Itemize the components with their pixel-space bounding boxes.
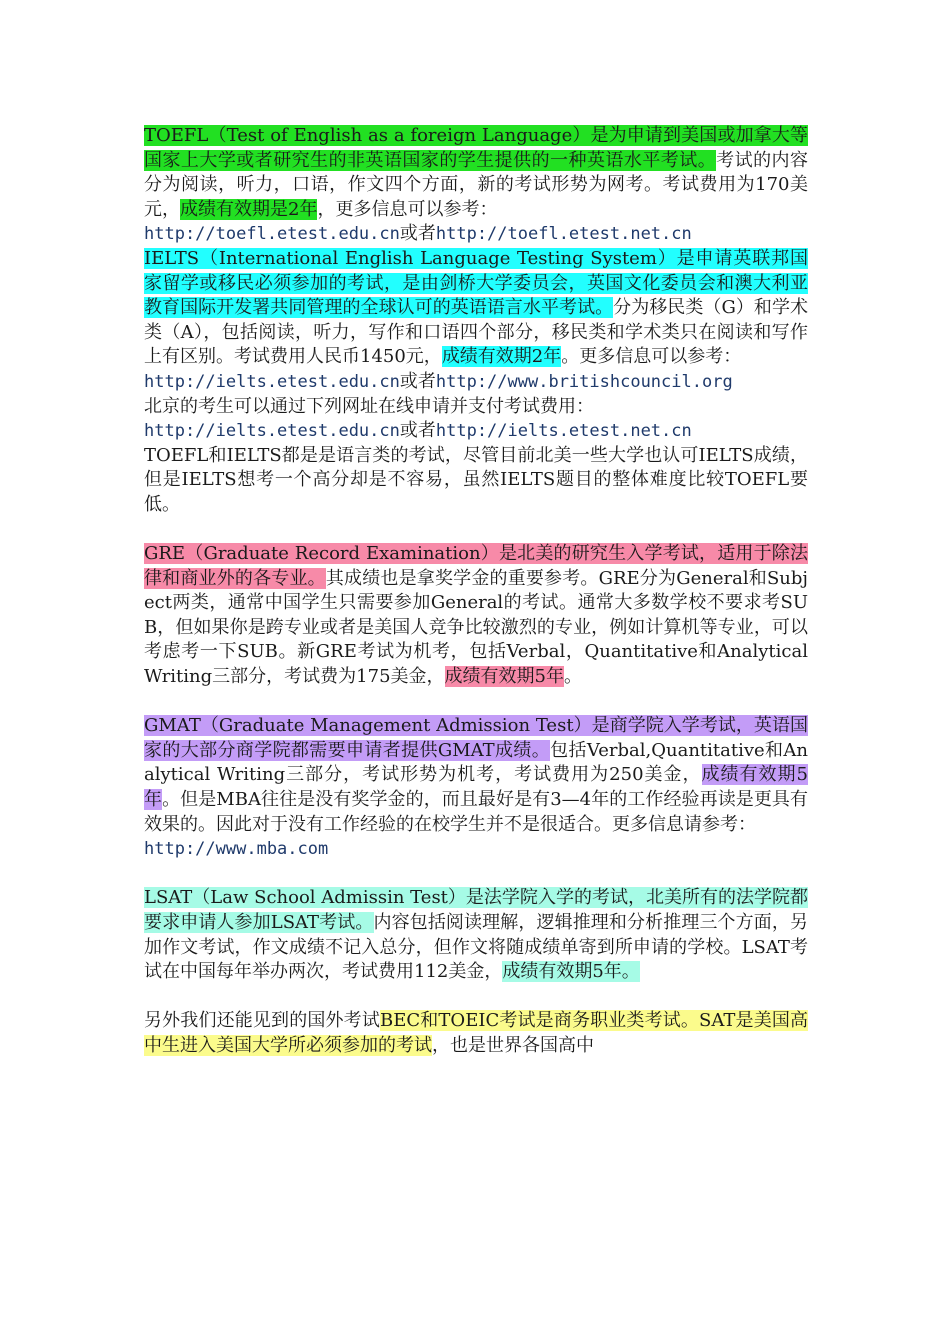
toefl-definition: TOEFL（Test of English as a foreign Language）是为申请到美国或加拿大等国家上大学或者研究生的非英语国家的学生提供的一种英语水平考试。	[144, 125, 808, 171]
lsat-validity: 成绩有效期5年。	[502, 961, 640, 983]
toefl-link-edu[interactable]: http://toefl.etest.edu.cn	[144, 224, 400, 245]
ielts-link-edu[interactable]: http://ielts.etest.edu.cn	[144, 371, 400, 392]
ielts-details: 分为移民类（G）和学术类（A），包括阅读，听力，写作和口语四个部分，移民类和学术类只在阅读和写作上有区别。考试费用人民币1450元，	[144, 297, 808, 368]
bec-toeic-note: BEC和TOEIC考试是商务职业类考试。	[379, 1010, 700, 1032]
lsat-details: 内容包括阅读理解，逻辑推理和分析推理三个方面，另加作文考试，作文成绩不记入总分，但作文将随成绩单寄到所申请的学校。LSAT考试在中国每年举办两次，考试费用112美金，	[144, 912, 808, 983]
toefl-or: 或者	[399, 223, 436, 245]
gmat-more-info: 。但是MBA往往是没有奖学金的，而且最好是有3—4年的工作经验再读是更具有效果的。因此对于没有工作经验的在校学生并不是很适合。更多信息请参考：	[144, 789, 808, 835]
gre-end: 。	[563, 666, 582, 688]
paragraph-gap	[144, 985, 808, 1010]
ielts-or-1: 或者	[399, 370, 436, 392]
gre-paragraph	[144, 542, 808, 690]
ielts-or-2: 或者	[399, 420, 436, 442]
toefl-ielts-comparison: TOEFL和IELTS都是是语言类的考试，尽管目前北美一些大学也认可IELTS成绩，但是IELTS想考一个高分却是不容易，虽然IELTS题目的整体难度比较TOEFL要低。	[144, 444, 808, 515]
other-exams-paragraph	[144, 1009, 808, 1058]
gre-validity: 成绩有效期5年	[444, 666, 564, 688]
ielts-link-britishcouncil[interactable]: http://www.britishcouncil.org	[435, 371, 733, 392]
paragraph-gap	[144, 862, 808, 887]
lsat-paragraph	[144, 886, 808, 984]
gre-details: 其成绩也是拿奖学金的重要参考。GRE分为General和Subject两类，通常中国学生只需要参加General的考试。通常大多数学校不要求考SUB，但如果你是跨专业或者是美国人竞争比较激烈的专业，例如计算机等专业，可以考虑考一下SUB。新GRE考试为机考，包括Verbal，Quantitative和Analytical Writing三部分，考试费为175美金，	[144, 567, 808, 688]
gre-definition: GRE（Graduate Record Examination）是北美的研究生入学考试，适用于除法律和商业外的各专业。	[144, 543, 808, 589]
toefl-details: 考试的内容分为阅读，听力，口语，作文四个方面，新的考试形势为网考。考试费用为170美元，	[144, 149, 809, 220]
ielts-validity: 成绩有效期2年	[441, 346, 562, 368]
other-continuation: ，也是世界各国高中	[432, 1034, 594, 1056]
paragraph-gap	[144, 690, 808, 715]
gmat-validity: 成绩有效期5年	[144, 764, 808, 811]
gmat-details: 包括Verbal,Quantitative和Analytical Writing三部分，考试形势为机考，考试费用为250美金，	[144, 739, 809, 786]
document-page	[144, 124, 808, 1059]
ielts-link-net[interactable]: http://ielts.etest.net.cn	[435, 421, 692, 442]
toefl-validity: 成绩有效期是2年	[180, 198, 318, 220]
ielts-link-edu-2[interactable]: http://ielts.etest.edu.cn	[144, 421, 400, 442]
ielts-paragraph	[144, 247, 808, 518]
ielts-more-info: 。更多信息可以参考：	[561, 346, 742, 368]
ielts-beijing-note: 北京的考生可以通过下列网址在线申请并支付考试费用：	[144, 395, 594, 417]
toefl-more-info: ，更多信息可以参考：	[317, 198, 498, 220]
ielts-definition: IELTS（International English Language Testing System）是申请英联邦国家留学或移民必须参加的考试，是由剑桥大学委员会，英国文化委员会和澳大利亚教育国际开发署共同管理的全球认可的英语语言水平考试。	[144, 247, 808, 319]
toefl-paragraph	[144, 124, 808, 247]
gmat-paragraph	[144, 714, 808, 862]
gmat-link[interactable]: http://www.mba.com	[144, 839, 329, 860]
other-intro: 另外我们还能见到的国外考试	[144, 1010, 380, 1032]
lsat-definition: LSAT（Law School Admissin Test）是法学院入学的考试，北美所有的法学院都要求申请人参加LSAT考试。	[144, 887, 808, 933]
sat-note: SAT是美国高中生进入美国大学所必须参加的考试	[144, 1010, 809, 1056]
toefl-link-net[interactable]: http://toefl.etest.net.cn	[435, 224, 692, 245]
gmat-definition: GMAT（Graduate Management Admission Test）是商学院入学考试，英语国家的大部分商学院都需要申请者提供GMAT成绩。	[144, 715, 808, 761]
paragraph-gap	[144, 518, 808, 543]
